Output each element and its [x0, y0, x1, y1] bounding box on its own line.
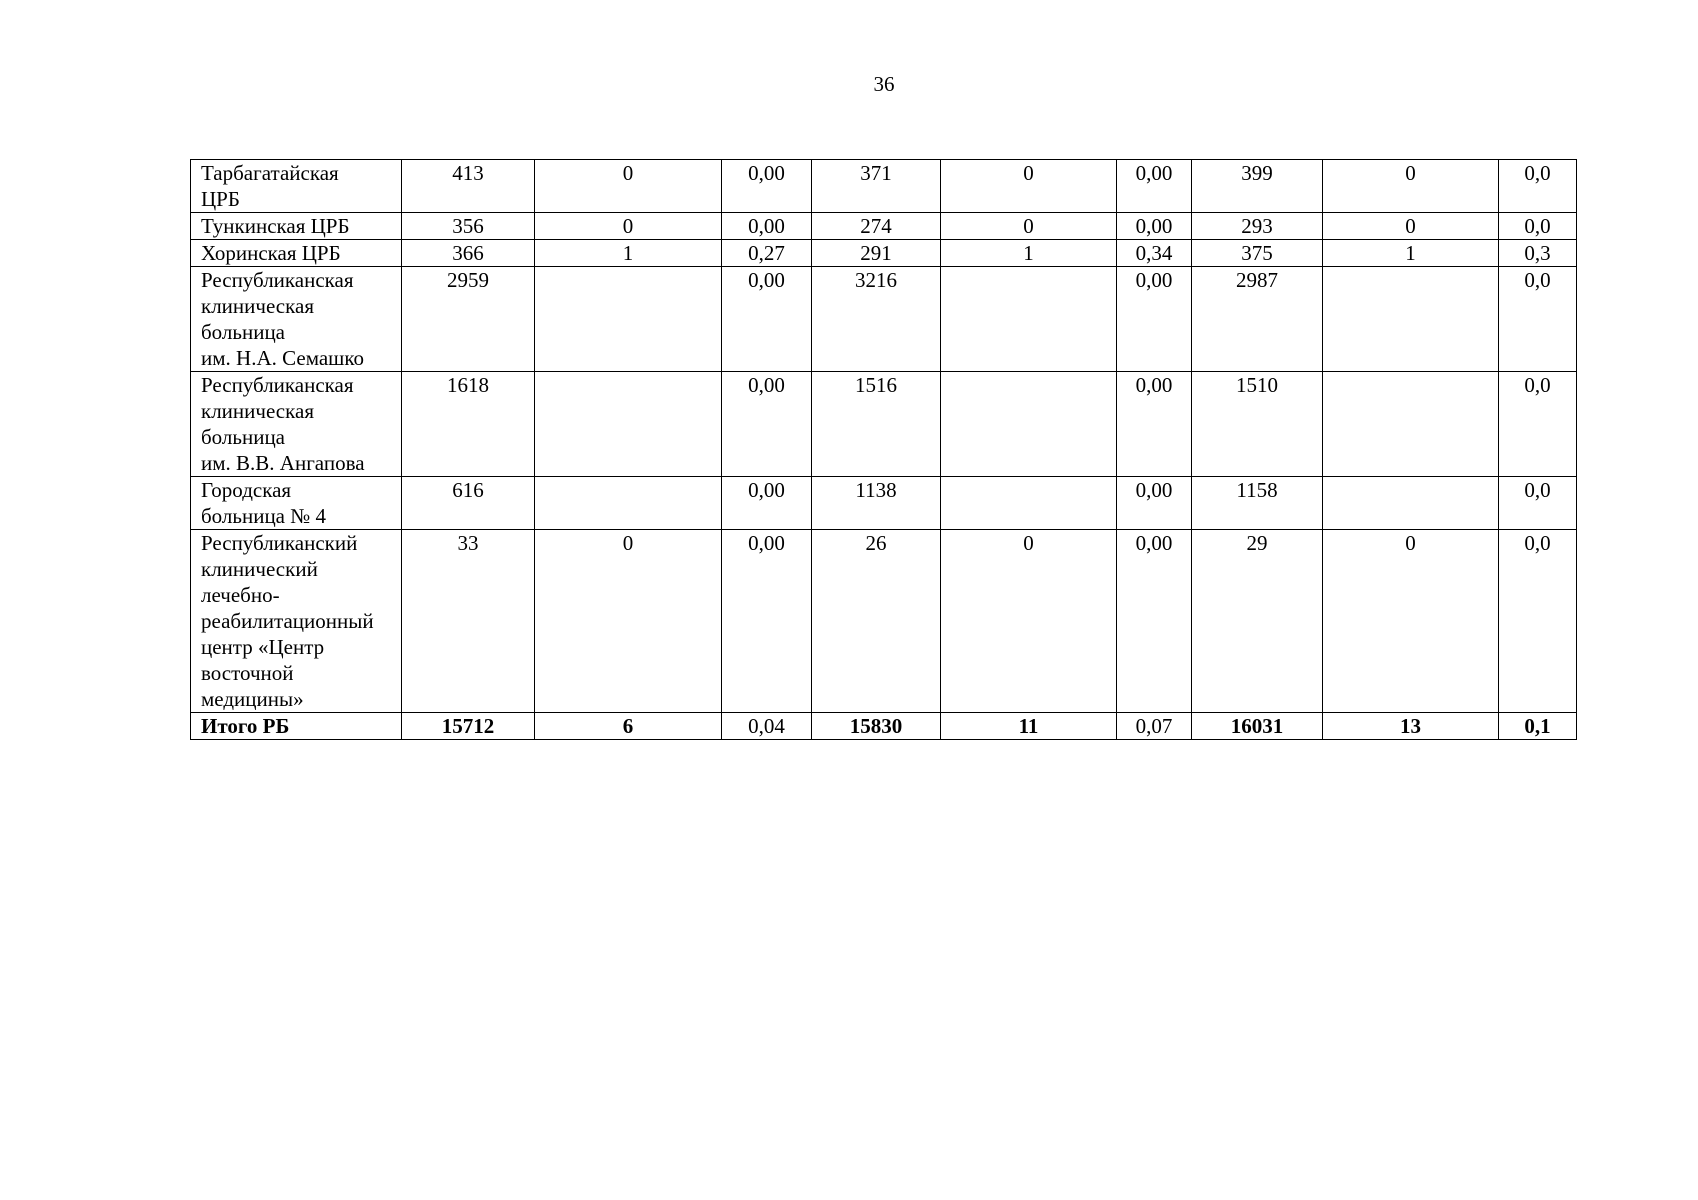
- cell-value: 399: [1192, 160, 1323, 213]
- cell-value: [535, 372, 722, 477]
- total-value: 0,07: [1117, 713, 1192, 740]
- cell-value: 1618: [402, 372, 535, 477]
- cell-value: [1323, 477, 1499, 530]
- total-value: 16031: [1192, 713, 1323, 740]
- total-value: 11: [941, 713, 1117, 740]
- table-row: [191, 240, 1577, 267]
- cell-value: 0,00: [722, 160, 812, 213]
- cell-value: 0: [941, 213, 1117, 240]
- cell-value: 0,27: [722, 240, 812, 267]
- table-row: [191, 372, 1577, 477]
- cell-value: 413: [402, 160, 535, 213]
- cell-value: 0,0: [1499, 530, 1577, 713]
- hospital-name: Городская больница № 4: [191, 477, 402, 530]
- cell-value: 2959: [402, 267, 535, 372]
- cell-value: 0: [1323, 160, 1499, 213]
- cell-value: 0,00: [1117, 213, 1192, 240]
- cell-value: 0,00: [722, 372, 812, 477]
- cell-value: 33: [402, 530, 535, 713]
- cell-value: 0,00: [722, 213, 812, 240]
- cell-value: 1516: [812, 372, 941, 477]
- cell-value: 0: [941, 160, 1117, 213]
- cell-value: 0,00: [1117, 267, 1192, 372]
- cell-value: [1323, 372, 1499, 477]
- cell-value: [941, 267, 1117, 372]
- total-value: 0,04: [722, 713, 812, 740]
- cell-value: 0: [535, 160, 722, 213]
- table-row: [191, 160, 1577, 213]
- total-value: 13: [1323, 713, 1499, 740]
- cell-value: 293: [1192, 213, 1323, 240]
- cell-value: 1138: [812, 477, 941, 530]
- cell-value: [1323, 267, 1499, 372]
- cell-value: 1: [941, 240, 1117, 267]
- cell-value: 0,3: [1499, 240, 1577, 267]
- hospital-name: Республиканский клинический лечебно- реабилитационный центр «Центр восточной медицины»: [191, 530, 402, 713]
- cell-value: 1158: [1192, 477, 1323, 530]
- cell-value: 0,0: [1499, 213, 1577, 240]
- total-row: [191, 713, 1577, 740]
- cell-value: 356: [402, 213, 535, 240]
- hospital-name: Республиканская клиническая больница им. Н.А. Семашко: [191, 267, 402, 372]
- cell-value: 1510: [1192, 372, 1323, 477]
- cell-value: 0,00: [1117, 160, 1192, 213]
- hospital-name: Хоринская ЦРБ: [191, 240, 402, 267]
- total-value: 0,1: [1499, 713, 1577, 740]
- cell-value: 0,0: [1499, 160, 1577, 213]
- table-row: [191, 477, 1577, 530]
- cell-value: [535, 267, 722, 372]
- cell-value: 26: [812, 530, 941, 713]
- cell-value: 29: [1192, 530, 1323, 713]
- cell-value: 1: [1323, 240, 1499, 267]
- table-row: [191, 530, 1577, 713]
- cell-value: 0: [1323, 530, 1499, 713]
- cell-value: 0,0: [1499, 372, 1577, 477]
- cell-value: 616: [402, 477, 535, 530]
- cell-value: 375: [1192, 240, 1323, 267]
- hospital-name: Тарбагатайская ЦРБ: [191, 160, 402, 213]
- table-row: [191, 213, 1577, 240]
- page-number: 36: [873, 72, 895, 96]
- cell-value: 0,00: [722, 267, 812, 372]
- cell-value: [941, 372, 1117, 477]
- total-value: 6: [535, 713, 722, 740]
- cell-value: 0,00: [722, 530, 812, 713]
- cell-value: 0,00: [1117, 530, 1192, 713]
- table-row: [191, 267, 1577, 372]
- total-label: Итого РБ: [191, 713, 402, 740]
- cell-value: 0: [535, 530, 722, 713]
- cell-value: 366: [402, 240, 535, 267]
- cell-value: 2987: [1192, 267, 1323, 372]
- cell-value: 0,00: [1117, 372, 1192, 477]
- hospital-name: Республиканская клиническая больница им. В.В. Ангапова: [191, 372, 402, 477]
- cell-value: 274: [812, 213, 941, 240]
- cell-value: 371: [812, 160, 941, 213]
- cell-value: 0,00: [1117, 477, 1192, 530]
- hospital-name: Тункинская ЦРБ: [191, 213, 402, 240]
- cell-value: 0,0: [1499, 477, 1577, 530]
- cell-value: 0,0: [1499, 267, 1577, 372]
- cell-value: 0: [535, 213, 722, 240]
- cell-value: 0: [1323, 213, 1499, 240]
- cell-value: [941, 477, 1117, 530]
- cell-value: [535, 477, 722, 530]
- total-value: 15830: [812, 713, 941, 740]
- total-value: 15712: [402, 713, 535, 740]
- cell-value: 1: [535, 240, 722, 267]
- hospital-statistics-table: [190, 159, 1577, 740]
- cell-value: 0,34: [1117, 240, 1192, 267]
- cell-value: 3216: [812, 267, 941, 372]
- cell-value: 0: [941, 530, 1117, 713]
- cell-value: 291: [812, 240, 941, 267]
- cell-value: 0,00: [722, 477, 812, 530]
